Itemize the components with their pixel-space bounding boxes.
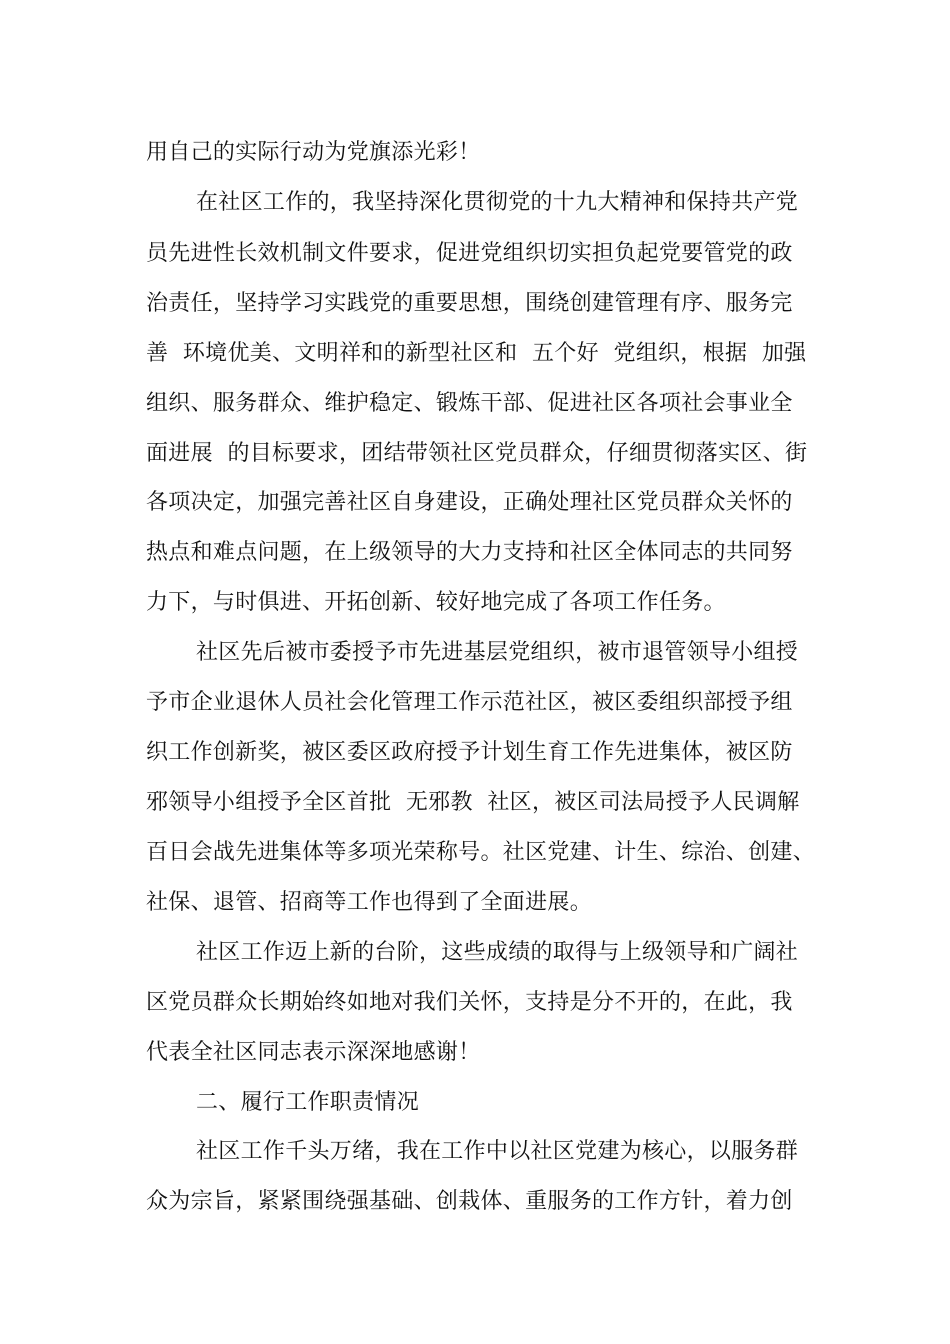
paragraph-start-line: 社区先后被市委授予市先进基层党组织，被市退管领导小组授 [196, 640, 799, 665]
text-line: 社保、退管、招商等工作也得到了全面进展。 [146, 890, 593, 915]
text-line: 用自己的实际行动为党旗添光彩！ [146, 140, 481, 165]
text-line: 各项决定，加强完善社区自身建设，正确处理社区党员群众关怀的 [146, 490, 793, 515]
text-line: 力下，与时俱进、开拓创新、较好地完成了各项工作任务。 [146, 590, 726, 615]
text-line: 代表全社区同志表示深深地感谢！ [146, 1040, 481, 1065]
text-line: 予市企业退休人员社会化管理工作示范社区，被区委组织部授予组 [146, 690, 793, 715]
text-line: 百日会战先进集体等多项光荣称号。社区党建、计生、综治、创建、 [146, 840, 816, 865]
text-line: 区党员群众长期始终如地对我们关怀，支持是分不开的，在此，我 [146, 990, 793, 1015]
paragraph-start-line: 在社区工作的，我坚持深化贯彻党的十九大精神和保持共产党 [196, 190, 799, 215]
paragraph-start-line: 社区工作迈上新的台阶，这些成绩的取得与上级领导和广阔社 [196, 940, 799, 965]
paragraph-start-line: 社区工作千头万绪，我在工作中以社区党建为核心，以服务群 [196, 1139, 799, 1164]
text-line: 热点和难点问题，在上级领导的大力支持和社区全体同志的共同努 [146, 540, 793, 565]
text-line: 众为宗旨，紧紧围绕强基础、创栽体、重服务的工作方针，着力创 [146, 1189, 793, 1214]
section-heading: 二、履行工作职责情况 [196, 1090, 420, 1115]
text-line: 织工作创新奖，被区委区政府授予计划生育工作先进集体，被区防 [146, 740, 793, 765]
text-line: 组织、服务群众、维护稳定、锻炼干部、促进社区各项社会事业全 [146, 391, 793, 416]
text-line: 邪领导小组授予全区首批 无邪教 社区，被区司法局授予人民调解 [146, 790, 800, 815]
text-line: 员先进性长效机制文件要求，促进党组织切实担负起党要管党的政 [146, 241, 793, 266]
text-line: 善 环境优美、文明祥和的新型社区和 五个好 党组织，根据 加强 [146, 341, 807, 366]
text-line: 面进展 的目标要求，团结带领社区党员群众，仔细贯彻落实区、街 [146, 441, 808, 466]
text-line: 治责任，坚持学习实践党的重要思想，围绕创建管理有序、服务完 [146, 291, 793, 316]
